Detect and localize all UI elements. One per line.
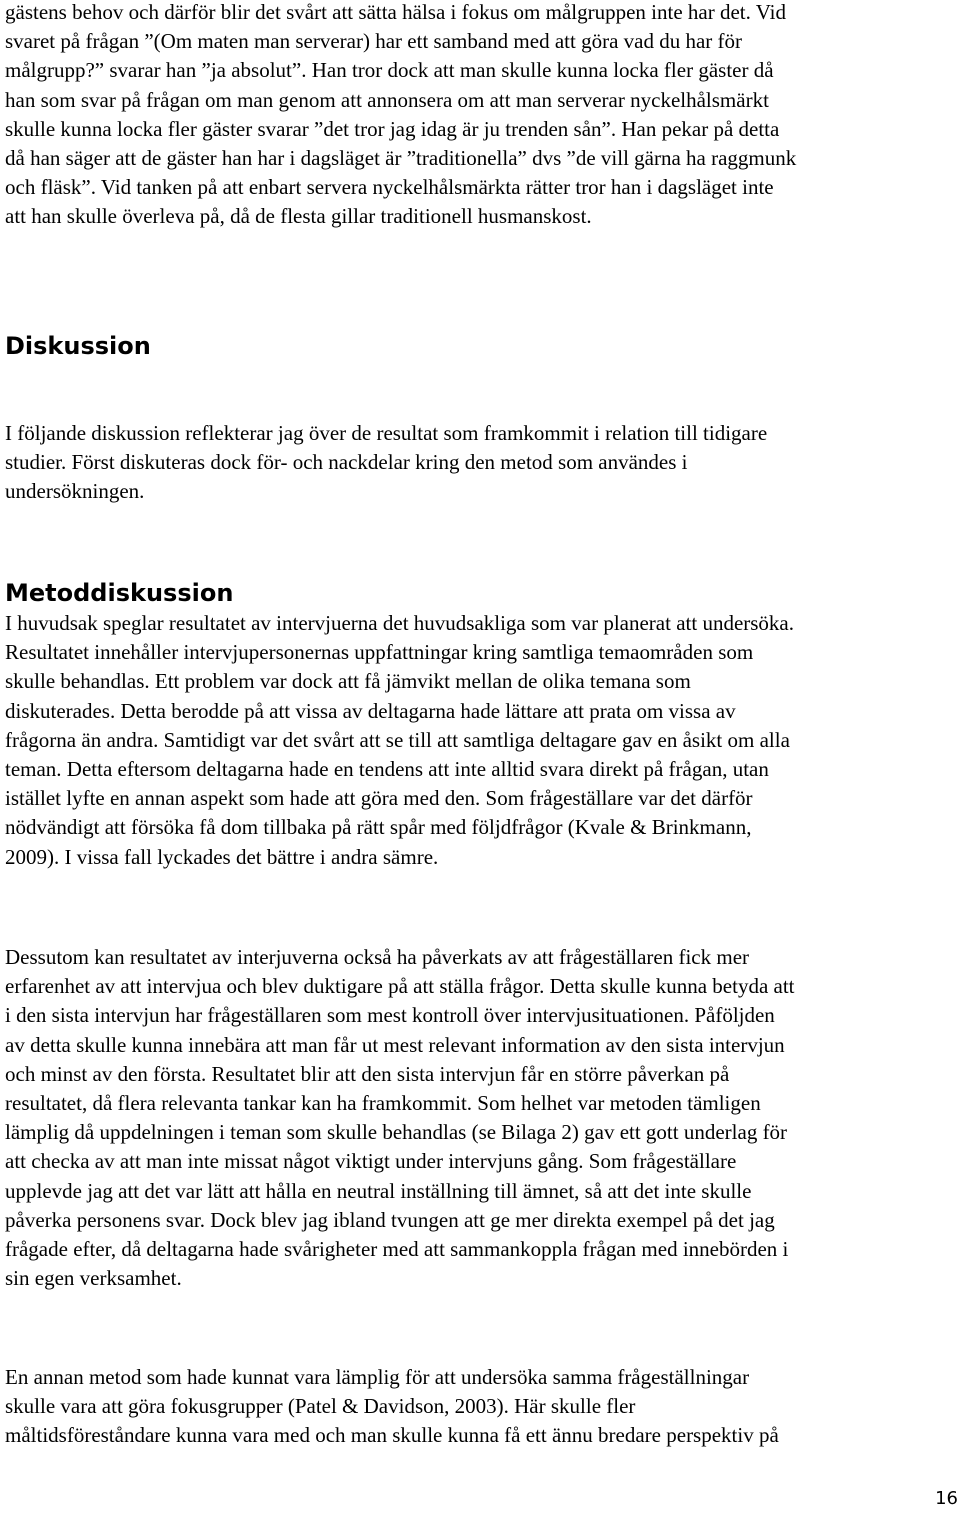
page-number: 16: [935, 1488, 958, 1509]
text-line: gästens behov och därför blir det svårt att sätta hälsa i fokus om målgruppen inte har det. Vid: [5, 0, 786, 24]
section-heading-metoddiskussion: Metoddiskussion: [5, 579, 234, 607]
text-line: frågorna än andra. Samtidigt var det svårt att se till att samtliga deltagare gav en åsikt om alla: [5, 727, 790, 752]
text-line: målgrupp?” svarar han ”ja absolut”. Han tror dock att man skulle kunna locka fler gäster då: [5, 58, 774, 83]
text-line: och minst av den första. Resultatet blir att den sista intervjun får en större påverkan på: [5, 1061, 730, 1086]
text-line: resultatet, då flera relevanta tankar kan ha framkommit. Som helhet var metoden tämligen: [5, 1091, 761, 1116]
text-line: skulle vara att göra fokusgrupper (Patel & Davidson, 2003). Här skulle fler: [5, 1394, 636, 1419]
text-line: måltidsföreståndare kunna vara med och man skulle kunna få ett ännu bredare perspektiv på: [5, 1423, 779, 1448]
paragraph-method-discussion: [5, 609, 960, 872]
text-line: han som svar på frågan om man genom att annonsera om att man serverar nyckelhålsmärkt: [5, 87, 769, 112]
text-line: svaret på frågan ”(Om maten man serverar) har ett samband med att göra vad du har för: [5, 29, 743, 54]
text-line: sin egen verksamhet.: [5, 1266, 182, 1291]
text-line: diskuterades. Detta berodde på att vissa av deltagarna hade lättare att prata om vissa av: [5, 698, 736, 723]
text-line: att checka av att man inte missat något viktigt under intervjuns gång. Som frågeställare: [5, 1149, 737, 1174]
text-line: teman. Detta eftersom deltagarna hade en tendens att inte alltid svara direkt på frågan, utan: [5, 757, 769, 782]
text-line: Dessutom kan resultatet av interjuverna också ha påverkats av att frågeställaren fick mer: [5, 945, 750, 969]
text-line: frågade efter, då deltagarna hade svårigheter med att sammankoppla frågan med innebörden i: [5, 1237, 789, 1262]
paragraph-discussion-intro: [5, 419, 960, 507]
text-line: Resultatet innehåller intervjupersonernas uppfattningar kring samtliga temaområden som: [5, 640, 754, 665]
text-line: nödvändigt att försöka få dom tillbaka på rätt spår med följdfrågor (Kvale & Brinkmann,: [5, 815, 752, 840]
paragraph-interview-summary: [5, 0, 960, 232]
text-line: skulle kunna locka fler gäster svarar ”det tror jag idag är ju trenden sån”. Han pekar på detta: [5, 116, 780, 141]
paragraph-alternative-method: [5, 1363, 960, 1451]
text-line: undersökningen.: [5, 479, 145, 504]
text-line: påverka personens svar. Dock blev jag ibland tvungen att ge mer direkta exempel på det jag: [5, 1207, 775, 1232]
text-line: att han skulle överleva på, då de flesta gillar traditionell husmanskost.: [5, 204, 592, 229]
text-line: I huvudsak speglar resultatet av intervjuerna det huvudsakliga som var planerat att undersöka.: [5, 611, 794, 635]
paragraph-interview-experience: [5, 943, 960, 1293]
text-line: av detta skulle kunna innebära att man får ut mest relevant information av den sista intervjun: [5, 1032, 785, 1057]
text-line: då han säger att de gäster han har i dagsläget är ”traditionella” dvs ”de vill gärna ha raggmunk: [5, 146, 797, 171]
text-line: istället lyfte en annan aspekt som hade att göra med den. Som frågeställare var det därför: [5, 786, 753, 811]
text-line: skulle behandlas. Ett problem var dock att få jämvikt mellan de olika temana som: [5, 669, 691, 694]
text-line: En annan metod som hade kunnat vara lämplig för att undersöka samma frågeställningar: [5, 1365, 750, 1389]
text-line: I följande diskussion reflekterar jag över de resultat som framkommit i relation till tidigare: [5, 421, 768, 445]
text-line: erfarenhet av att intervjua och blev duktigare på att ställa frågor. Detta skulle kunna betyda att: [5, 974, 795, 999]
text-line: i den sista intervjun har frågeställaren som mest kontroll över intervjusituationen. Påföljden: [5, 1003, 775, 1028]
text-line: upplevde jag att det var lätt att hålla en neutral inställning till ämnet, så att det inte skulle: [5, 1178, 752, 1203]
text-line: 2009). I vissa fall lyckades det bättre i andra sämre.: [5, 844, 439, 869]
text-line: och fläsk”. Vid tanken på att enbart servera nyckelhålsmärkta rätter tror han i dagsläget inte: [5, 175, 774, 200]
text-line: lämplig då uppdelningen i teman som skulle behandlas (se Bilaga 2) gav ett gott underlag för: [5, 1120, 788, 1145]
text-line: studier. Först diskuteras dock för- och nackdelar kring den metod som användes i: [5, 450, 688, 475]
section-heading-diskussion: Diskussion: [5, 332, 151, 360]
